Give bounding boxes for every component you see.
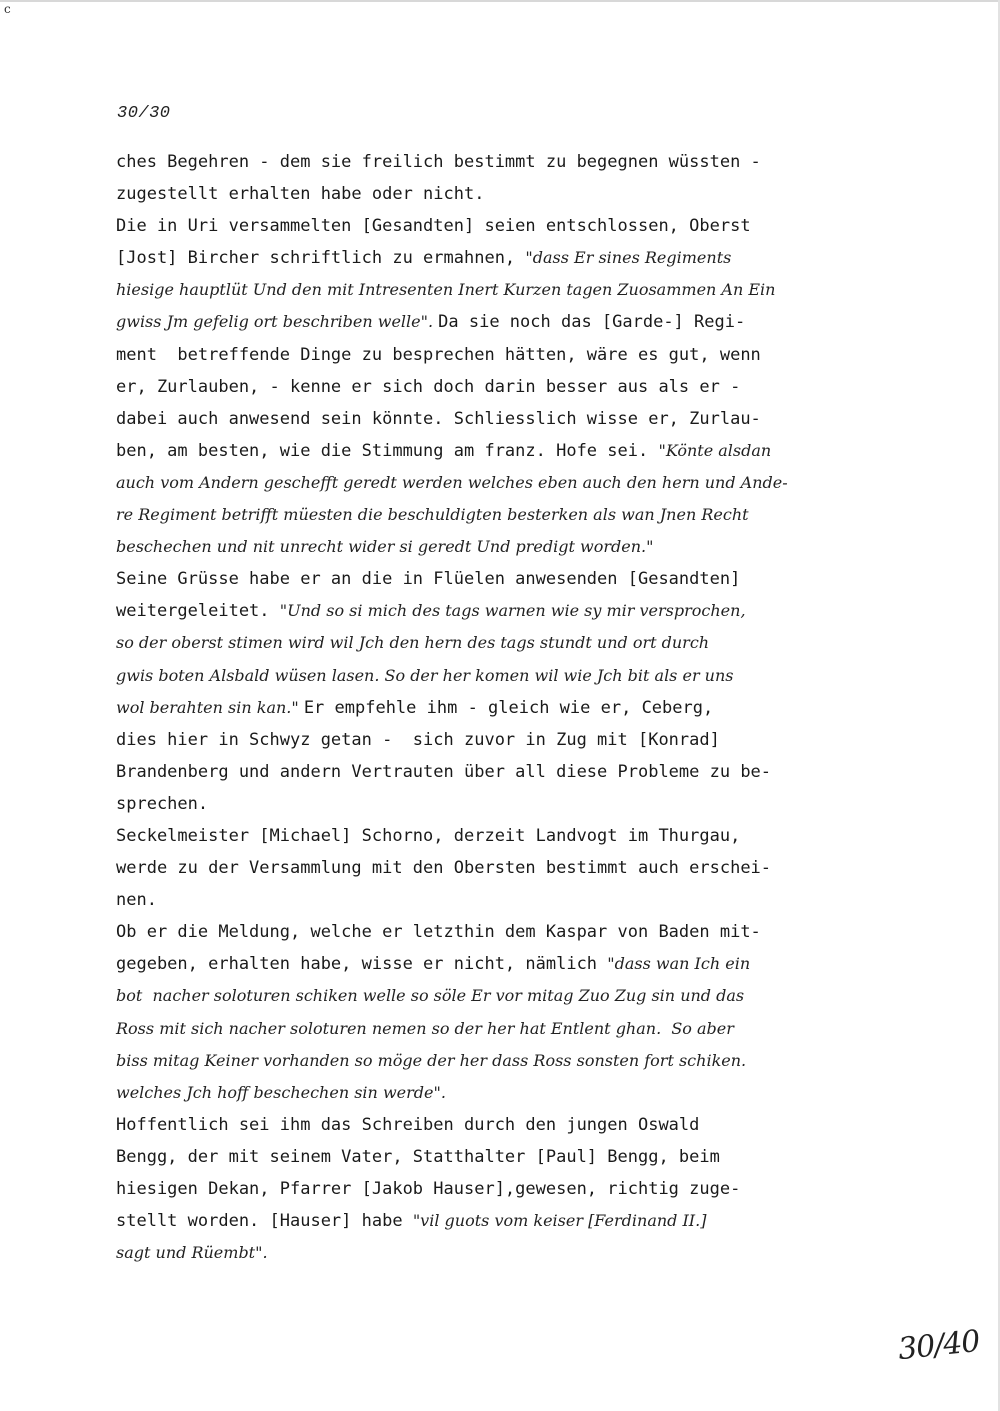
text-line: [116, 660, 886, 692]
transcription-text: stellt worden. [Hauser] habe: [116, 1211, 413, 1232]
handwritten-page-number: 30/40: [896, 1323, 982, 1368]
text-line: [116, 435, 886, 467]
quoted-source-text: "Könte alsdan: [658, 440, 772, 460]
transcription-text: sprechen.: [116, 793, 209, 814]
quoted-source-text: "dass wan Ich ein: [607, 954, 751, 974]
text-line: [116, 1013, 886, 1045]
text-line: [116, 178, 886, 210]
text-line: [116, 595, 886, 627]
transcription-text: ches Begehren - dem sie freilich bestimmt zu begegnen wüssten -: [116, 152, 761, 172]
corner-mark: c: [4, 2, 11, 16]
text-line: [116, 242, 886, 274]
text-line: [116, 756, 886, 788]
text-line: [116, 1077, 886, 1109]
quoted-source-text: "dass Er sines Regiments: [525, 248, 732, 268]
transcription-text: zugestellt erhalten habe oder nicht.: [116, 184, 485, 205]
quoted-source-text: sagt und Rüembt".: [116, 1243, 268, 1263]
transcription-text: werde zu der Versammlung mit den Obersten bestimmt auch erschei-: [116, 858, 772, 879]
text-line: [116, 1173, 886, 1205]
text-line: [116, 1205, 886, 1237]
text-line: [116, 274, 886, 306]
text-line: [116, 146, 886, 178]
transcription-text: Seckelmeister [Michael] Schorno, derzeit Landvogt im Thurgau,: [116, 825, 741, 846]
transcription-text: Hoffentlich sei ihm das Schreiben durch den jungen Oswald: [116, 1114, 700, 1135]
scan-edge-top: [0, 0, 1000, 2]
text-line: [116, 1045, 886, 1077]
text-line: [116, 1109, 886, 1141]
quoted-source-text: re Regiment betrifft müesten die beschuldigten besterken als wan Jnen Recht: [116, 505, 749, 525]
quoted-source-text: biss mitag Keiner vorhanden so möge der her dass Ross sonsten fort schiken.: [116, 1050, 747, 1070]
text-line: [116, 339, 886, 371]
quoted-source-text: welches Jch hoff beschechen sin werde".: [116, 1082, 446, 1102]
transcription-text: Brandenberg und andern Vertrauten über all diese Probleme zu be-: [116, 761, 772, 782]
text-line: [116, 980, 886, 1012]
transcription-text: [Jost] Bircher schriftlich zu ermahnen,: [116, 248, 526, 269]
quoted-source-text: "Und so si mich des tags warnen wie sy mir versprochen,: [279, 601, 746, 621]
text-line: [116, 916, 886, 948]
quoted-source-text: bot nacher soloturen schiken welle so söle Er vor mitag Zuo Zug sin und das: [116, 986, 745, 1006]
text-line: [116, 884, 886, 916]
quoted-source-text: gwis boten Alsbald wüsen lasen. So der her komen wil wie Jch bit als er uns: [116, 665, 734, 685]
text-line: [116, 210, 886, 242]
quoted-source-text: beschechen und nit unrecht wider si geredt Und predigt worden.": [116, 537, 654, 557]
quoted-source-text: hiesige hauptlüt Und den mit Intresenten Inert Kurzen tagen Zuosammen An Ein: [116, 280, 776, 300]
transcription-text: Die in Uri versammelten [Gesandten] seien entschlossen, Oberst: [116, 216, 751, 237]
text-line: [116, 371, 886, 403]
quoted-source-text: wol berahten sin kan.": [116, 697, 304, 717]
text-line: [116, 403, 886, 435]
quoted-source-text: gwiss Jm gefelig ort beschriben welle".: [116, 312, 439, 332]
text-line: [116, 306, 886, 338]
transcription-text: dies hier in Schwyz getan - sich zuvor in Zug mit [Konrad]: [116, 729, 720, 750]
text-line: [116, 948, 886, 980]
text-line: [116, 820, 886, 852]
body-text: [116, 146, 886, 1269]
transcription-text: ment betreffende Dinge zu besprechen hätten, wäre es gut, wenn: [116, 344, 761, 365]
transcription-text: Seine Grüsse habe er an die in Flüelen anwesenden [Gesandten]: [116, 569, 741, 590]
transcription-text: Ob er die Meldung, welche er letzthin dem Kaspar von Baden mit-: [116, 922, 761, 943]
text-line: [116, 627, 886, 659]
transcription-text: hiesigen Dekan, Pfarrer [Jakob Hauser],gewesen, richtig zuge-: [116, 1179, 741, 1199]
transcription-text: Bengg, der mit seinem Vater, Statthalter [Paul] Bengg, beim: [116, 1146, 720, 1167]
transcription-text: dabei auch anwesend sein könnte. Schliesslich wisse er, Zurlau-: [116, 408, 761, 429]
text-line: [116, 467, 886, 499]
transcription-text: er, Zurlauben, - kenne er sich doch darin besser aus als er -: [116, 376, 741, 397]
text-line: [116, 1141, 886, 1173]
quoted-source-text: auch vom Andern geschefft geredt werden welches eben auch den hern und Ande-: [116, 472, 788, 492]
transcription-text: weitergeleitet.: [116, 601, 280, 622]
text-line: [116, 531, 886, 563]
page-reference: 30/30: [117, 104, 171, 123]
text-line: [116, 724, 886, 756]
transcription-text: ben, am besten, wie die Stimmung am franz. Hofe sei.: [116, 440, 659, 461]
transcription-text: Er empfehle ihm - gleich wie er, Ceberg,: [303, 697, 714, 718]
text-line: [116, 852, 886, 884]
quoted-source-text: so der oberst stimen wird wil Jch den hern des tags stundt und ort durch: [116, 633, 710, 653]
transcription-text: nen.: [116, 890, 157, 911]
transcription-text: gegeben, erhalten habe, wisse er nicht, nämlich: [116, 954, 608, 975]
text-line: [116, 788, 886, 820]
quoted-source-text: Ross mit sich nacher soloturen nemen so der her hat Entlent ghan. So aber: [116, 1018, 734, 1038]
transcription-text: Da sie noch das [Garde-] Regi-: [438, 312, 746, 333]
text-line: [116, 1237, 886, 1269]
text-line: [116, 692, 886, 724]
text-line: [116, 499, 886, 531]
text-line: [116, 563, 886, 595]
quoted-source-text: "vil guots vom keiser [Ferdinand II.]: [412, 1211, 707, 1231]
